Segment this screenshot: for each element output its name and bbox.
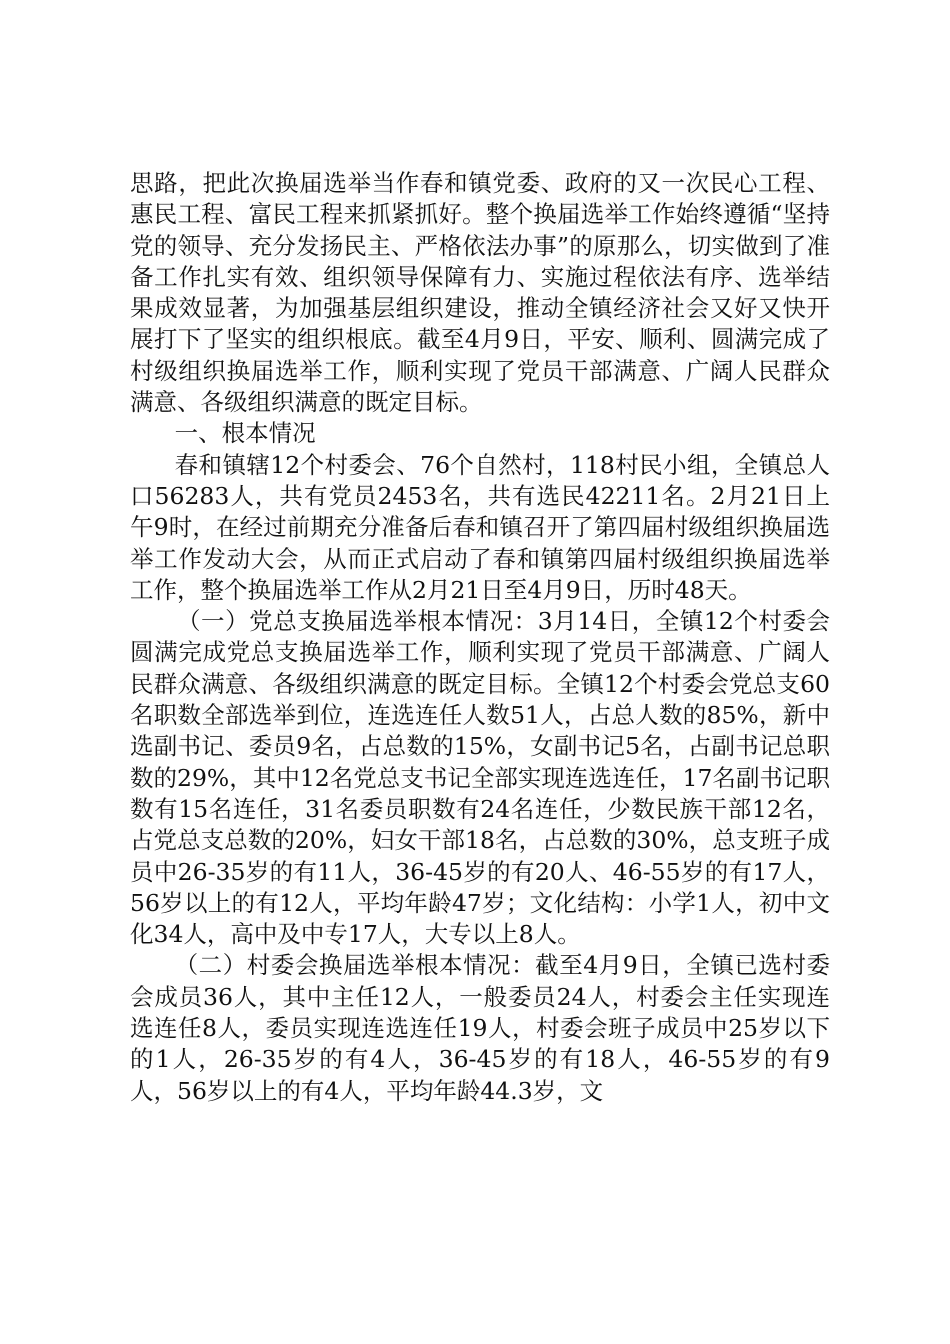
- intro-paragraph: 思路，把此次换届选举当作春和镇党委、政府的又一次民心工程、惠民工程、富民工程来抓紧抓好。整个换届选举工作始终遵循“坚持党的领导、充分发扬民主、严格依法办事”的原那么，切实做到了准备工作扎实有效、组织领导保障有力、实施过程依法有序、选举结果成效显著，为加强基层组织建设，推动全镇经济社会又好又快开展打下了坚实的组织根底。截至4月9日，平安、顺利、圆满完成了村级组织换届选举工作，顺利实现了党员干部满意、广阔人民群众满意、各级组织满意的既定目标。: [130, 169, 830, 417]
- party-branch-election-paragraph: （一）党总支换届选举根本情况：3月14日，全镇12个村委会圆满完成党总支换届选举工作，顺利实现了党员干部满意、广阔人民群众满意、各级组织满意的既定目标。全镇12个村委会党总支60名职数全部选举到位，连选连任人数51人，占总人数的85%，新中选副书记、委员9名，占总数的15%，女副书记5名，占副书记总职数的29%，其中12名党总支书记全部实现连选连任，17名副书记职数有15名连任，31名委员职数有24名连任，少数民族干部12名，占党总支总数的20%，妇女干部18名，占总数的30%，总支班子成员中26-35岁的有11人，36-45岁的有20人、46-55岁的有17人，56岁以上的有12人，平均年龄47岁；文化结构：小学1人，初中文化34人，高中及中专17人，大专以上8人。: [130, 607, 830, 949]
- section-heading-basic-situation: 一、根本情况: [174, 419, 316, 448]
- village-committee-election-paragraph: （二）村委会换届选举根本情况：截至4月9日，全镇已选村委会成员36人，其中主任12人，一般委员24人，村委会主任实现连选连任8人，委员实现连选连任19人，村委会班子成员中25岁以下的1人，26-35岁的有4人，36-45岁的有18人，46-55岁的有9人，56岁以上的有4人，平均年龄44.3岁，文: [130, 951, 830, 1105]
- basic-situation-paragraph: 春和镇辖12个村委会、76个自然村，118村民小组，全镇总人口56283人，共有党员2453名，共有选民42211名。2月21日上午9时，在经过前期充分准备后春和镇召开了第四届村级组织换届选举工作发动大会，从而正式启动了春和镇第四届村级组织换届选举工作，整个换届选举工作从2月21日至4月9日，历时48天。: [130, 450, 830, 604]
- document-body: [130, 168, 830, 1107]
